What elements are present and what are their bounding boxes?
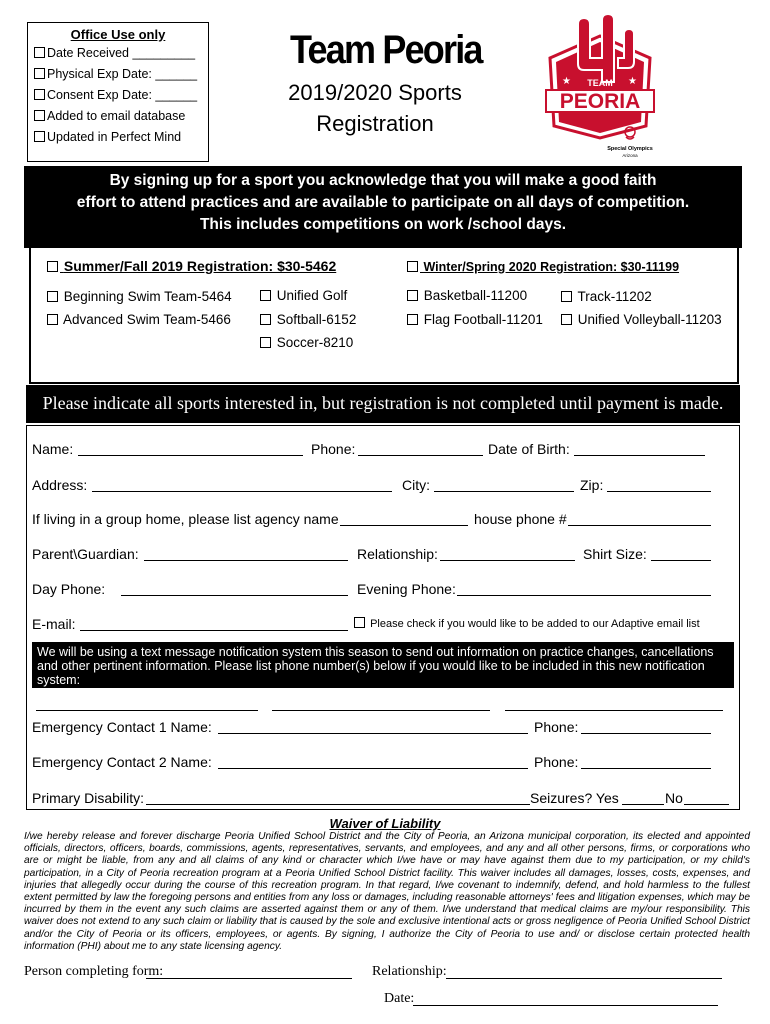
office-use-box [27, 22, 209, 162]
checkbox[interactable] [34, 68, 45, 79]
dob-label: Date of Birth: [488, 441, 570, 457]
text-notification-notice: We will be using a text message notification system this season to send out information on practice changes, cancellations and other pertinent information. Please list phone number(s) below if you would like to be included in this new notification system: [32, 642, 734, 688]
winter-spring-option[interactable]: Winter/Spring 2020 Registration: $30-11199 [407, 260, 679, 274]
sport-advanced-swim[interactable]: Advanced Swim Team-5466 [47, 312, 231, 327]
ec1-name-field[interactable] [218, 733, 528, 734]
phone-label: Phone: [311, 441, 356, 457]
sport-beginning-swim[interactable]: Beginning Swim Team-5464 [47, 289, 232, 304]
svg-text:TEAM: TEAM [587, 78, 613, 88]
summer-fall-option[interactable]: Summer/Fall 2019 Registration: $30-5462 [47, 258, 336, 274]
checkbox[interactable] [407, 261, 418, 272]
zip-label: Zip: [580, 477, 604, 493]
seizures-label: Seizures? Yes [530, 790, 619, 806]
person-completing-label: Person completing form: [24, 964, 164, 979]
house-phone-label: house phone # [474, 511, 567, 527]
ec1-phone-label: Phone: [534, 719, 579, 735]
banner-line: This includes competitions on work /school days. [199, 216, 567, 233]
email-field[interactable] [80, 630, 348, 631]
checkbox[interactable] [354, 617, 365, 628]
org-title: Team Peoria [290, 28, 482, 72]
disability-field[interactable] [146, 804, 530, 805]
date-label: Date: [384, 991, 415, 1006]
banner-line: By signing up for a sport you acknowledge that you will make a good faith [109, 172, 657, 189]
checkbox[interactable] [260, 290, 271, 301]
checkbox[interactable] [34, 110, 45, 121]
office-item-consent-exp[interactable]: Consent Exp Date: ______ [34, 88, 197, 102]
name-label: Name: [32, 441, 74, 457]
evening-phone-label: Evening Phone: [357, 581, 456, 597]
signature-relationship-label: Relationship: [372, 964, 447, 979]
sport-unified-volleyball[interactable]: Unified Volleyball-11203 [561, 312, 722, 327]
svg-text:Arizona: Arizona [622, 153, 638, 158]
checkbox[interactable] [260, 337, 271, 348]
checkbox[interactable] [561, 291, 572, 302]
signature-relationship-field[interactable] [446, 978, 722, 979]
season-line: 2019/2020 Sports [288, 80, 462, 105]
person-completing-field[interactable] [146, 978, 352, 979]
office-item-date-received[interactable]: Date Received _________ [34, 46, 195, 60]
sport-flag-football[interactable]: Flag Football-11201 [407, 312, 543, 327]
svg-text:Special Olympics: Special Olympics [607, 146, 653, 152]
checkbox[interactable] [34, 131, 45, 142]
banner-line: effort to attend practices and are available to participate on all days of competition. [76, 194, 690, 211]
zip-field[interactable] [607, 491, 711, 492]
name-field[interactable] [78, 455, 303, 456]
seizures-no-label: No [665, 790, 683, 806]
notification-phone-3[interactable] [505, 710, 723, 711]
office-item-physical-exp[interactable]: Physical Exp Date: ______ [34, 67, 197, 81]
relationship-label: Relationship: [357, 546, 438, 562]
checkbox[interactable] [34, 89, 45, 100]
notification-phone-1[interactable] [36, 710, 258, 711]
checkbox[interactable] [561, 314, 572, 325]
checkbox[interactable] [47, 291, 58, 302]
acknowledgement-banner [24, 166, 742, 248]
ec2-phone-label: Phone: [534, 754, 579, 770]
sport-basketball[interactable]: Basketball-11200 [407, 288, 527, 303]
group-home-label: If living in a group home, please list agency name [32, 511, 339, 527]
season-title [270, 78, 480, 140]
seizures-yes-field[interactable] [622, 804, 664, 805]
waiver-text: I/we hereby release and forever discharge Peoria Unified School District and the City of Peoria, an Arizona municipal corporation, its elected and appointed officials, directors, officers, boards, commissions, agents, representatives, servants, and employees, and any and all other persons, firms, or corporations who are or might be liable, from any and all claims of any kind or character which I/we have or may have against them due to my participation, or my child's participation, in a City of Peoria recreation program at a Peoria Unified School District facility. This waiver includes all damages, losses, costs, expenses, and injuries that allegedly occur during the course of this recreation program. In that regard, I/we covenant to indemnify, defend, and hold harmless to the fullest extent permitted by law the foregoing persons and entities from any loss or damages, including reasonable attorneys' fees and litigation expenses, which may be incurred by them in the event any such claims are asserted against them or any of them. I/we understand that medical claims are my/our responsibility. This waiver does not extend to any such claim or liability that is caused by the sole and exclusive intentional acts or gross negligence of Peoria Unified School District and/or the City of Peoria or its officers, employees, or agents. By signing, I authorize the City of Peoria to use and/ or disclose certain protected health information (PHI) about me to any state licensing agency. [24, 831, 750, 952]
relationship-field[interactable] [440, 560, 575, 561]
sport-track[interactable]: Track-11202 [561, 289, 652, 304]
seizures-no-field[interactable] [684, 804, 729, 805]
svg-text:★: ★ [628, 76, 637, 87]
team-peoria-logo [540, 14, 660, 162]
email-label: E-mail: [32, 616, 76, 632]
registration-line: Registration [316, 110, 434, 136]
adaptive-email-option[interactable]: Please check if you would like to be added to our Adaptive email list [354, 617, 700, 630]
date-field[interactable] [413, 1005, 718, 1006]
checkbox[interactable] [407, 290, 418, 301]
dob-field[interactable] [574, 455, 705, 456]
day-phone-field[interactable] [121, 595, 348, 596]
ec1-phone-field[interactable] [581, 733, 711, 734]
disability-label: Primary Disability: [32, 790, 145, 806]
waiver-title: Waiver of Liability [329, 816, 441, 831]
shirt-size-field[interactable] [651, 560, 711, 561]
checkbox[interactable] [407, 314, 418, 325]
ec2-phone-field[interactable] [581, 768, 711, 769]
day-phone-label: Day Phone: [32, 581, 106, 597]
sport-softball[interactable]: Softball-6152 [260, 312, 356, 327]
address-field[interactable] [92, 491, 392, 492]
sport-unified-golf[interactable]: Unified Golf [260, 288, 347, 303]
office-use-title: Office Use only [70, 27, 166, 42]
city-field[interactable] [434, 491, 574, 492]
checkbox[interactable] [34, 47, 45, 58]
office-item-email-db[interactable]: Added to email database [34, 109, 185, 123]
ec2-name-field[interactable] [218, 768, 528, 769]
ec1-label: Emergency Contact 1 Name: [32, 719, 212, 735]
svg-text:PEORIA: PEORIA [559, 90, 641, 113]
shirt-size-label: Shirt Size: [583, 546, 647, 562]
guardian-label: Parent\Guardian: [32, 546, 139, 562]
phone-field[interactable] [358, 455, 483, 456]
payment-notice-banner: Please indicate all sports interested in, but registration is not completed until payment is made. [26, 385, 740, 423]
address-label: Address: [32, 477, 88, 493]
agency-field[interactable] [340, 525, 468, 526]
office-item-perfect-mind[interactable]: Updated in Perfect Mind [34, 130, 181, 144]
sport-soccer[interactable]: Soccer-8210 [260, 335, 353, 350]
registration-box [29, 246, 739, 384]
guardian-field[interactable] [144, 560, 348, 561]
notification-phone-2[interactable] [272, 710, 490, 711]
checkbox[interactable] [47, 261, 58, 272]
checkbox[interactable] [47, 314, 58, 325]
ec2-label: Emergency Contact 2 Name: [32, 754, 212, 770]
checkbox[interactable] [260, 314, 271, 325]
city-label: City: [402, 477, 430, 493]
house-phone-field[interactable] [568, 525, 711, 526]
svg-text:★: ★ [562, 76, 571, 87]
evening-phone-field[interactable] [457, 595, 711, 596]
